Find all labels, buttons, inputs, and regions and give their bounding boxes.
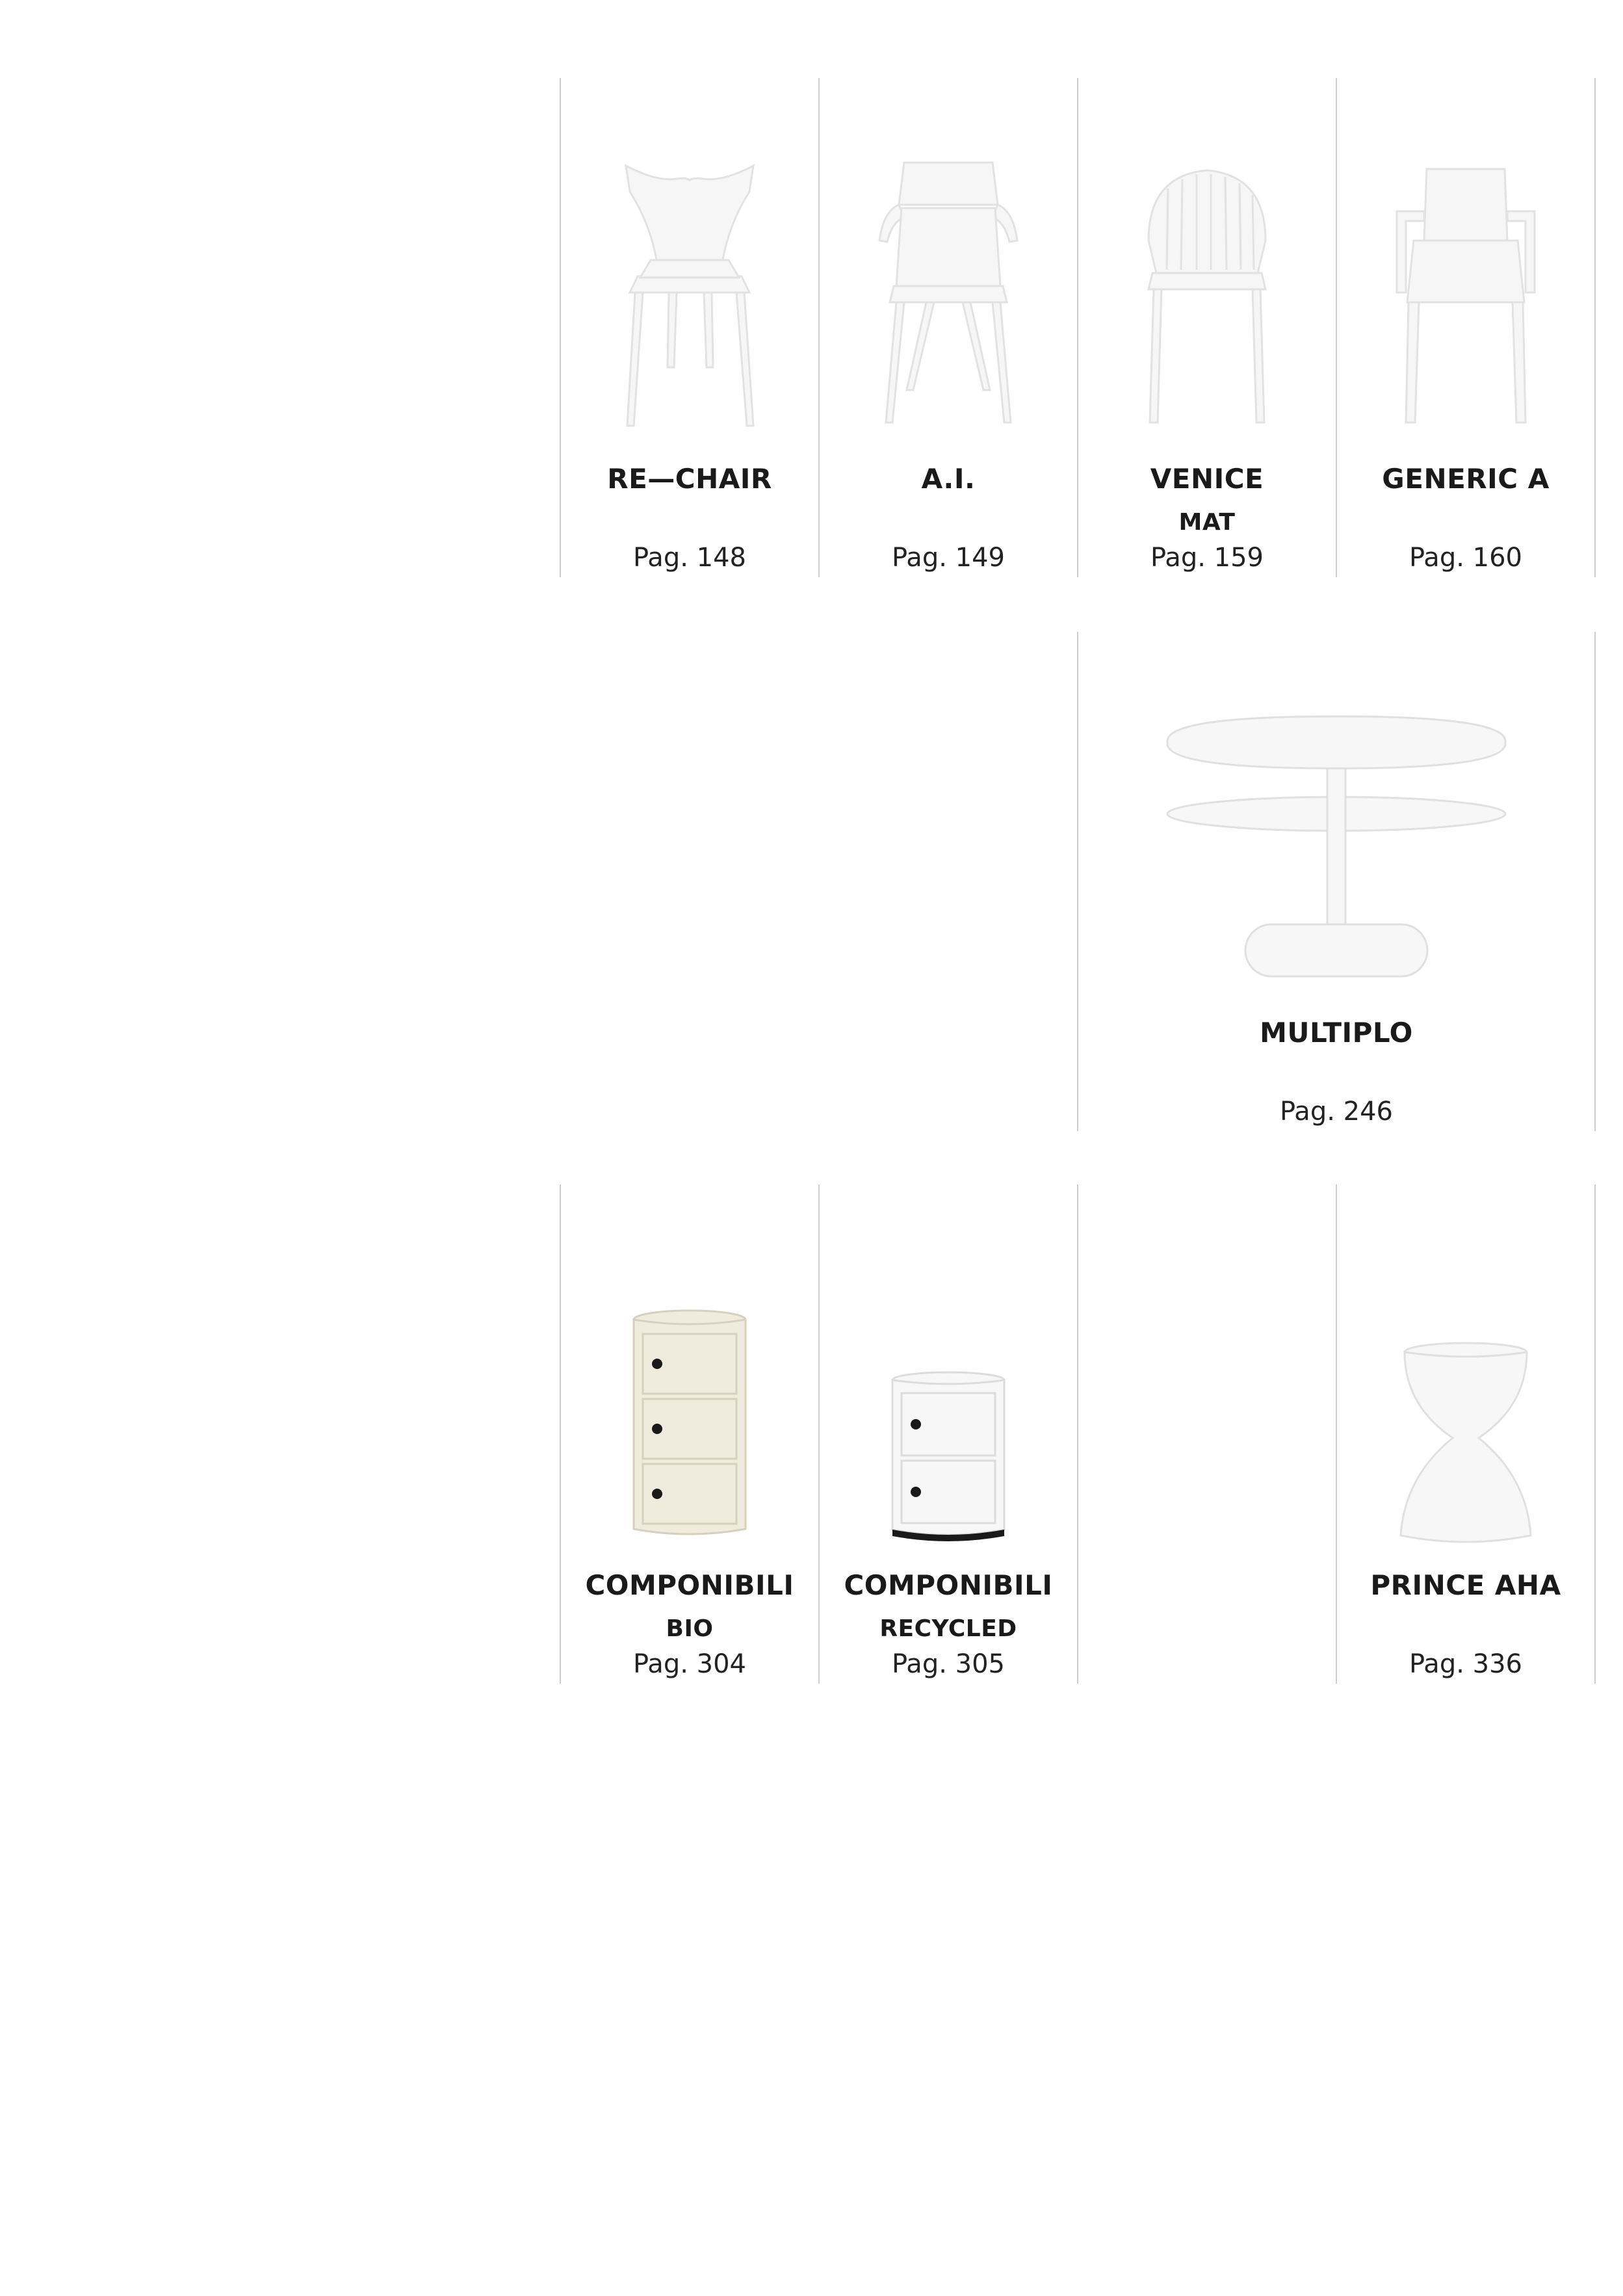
- ai-chair-icon: [820, 156, 1077, 429]
- page-reference: Pag. 336: [1409, 1649, 1522, 1679]
- product-name: VENICE: [1150, 463, 1264, 495]
- componibili-bio-icon: [561, 1308, 818, 1542]
- product-name: GENERIC A: [1382, 463, 1550, 495]
- product-subname: RECYCLED: [879, 1615, 1017, 1642]
- product-card-prince-aha[interactable]: [1337, 1184, 1594, 1684]
- divider-line: [1594, 632, 1596, 1131]
- product-name: PRINCE AHA: [1370, 1569, 1561, 1601]
- product-card-multiplo[interactable]: [1078, 632, 1594, 1131]
- product-name: RE—CHAIR: [607, 463, 772, 495]
- page-reference: Pag. 304: [632, 1649, 746, 1679]
- product-card-generic-a[interactable]: [1337, 78, 1594, 577]
- generic-a-chair-icon: [1337, 163, 1594, 429]
- re-chair-icon: [561, 153, 818, 432]
- product-name: COMPONIBILI: [844, 1569, 1053, 1601]
- product-card-componibili-bio[interactable]: [561, 1184, 818, 1684]
- product-card-venice[interactable]: [1078, 78, 1336, 577]
- product-card-componibili-recycled[interactable]: [820, 1184, 1077, 1684]
- product-card-ai[interactable]: [820, 78, 1077, 577]
- product-subname: BIO: [666, 1615, 714, 1642]
- page-reference: Pag. 246: [1279, 1097, 1393, 1127]
- product-name: A.I.: [921, 463, 976, 495]
- product-name: MULTIPLO: [1260, 1017, 1413, 1049]
- product-subname: MAT: [1178, 509, 1236, 536]
- page-reference: Pag. 148: [632, 543, 746, 573]
- multiplo-table-icon: [1078, 710, 1594, 983]
- product-name: COMPONIBILI: [585, 1569, 794, 1601]
- page-reference: Pag. 149: [891, 543, 1005, 573]
- prince-aha-stool-icon: [1337, 1340, 1594, 1548]
- componibili-recycled-icon: [820, 1370, 1077, 1545]
- page-reference: Pag. 159: [1150, 543, 1264, 573]
- page-reference: Pag. 305: [891, 1649, 1005, 1679]
- venice-chair-icon: [1078, 163, 1336, 429]
- page-reference: Pag. 160: [1409, 543, 1522, 573]
- divider-line: [1594, 1184, 1596, 1684]
- divider-line: [1077, 1184, 1078, 1684]
- product-card-re-chair[interactable]: [561, 78, 818, 577]
- divider-line: [1594, 78, 1596, 577]
